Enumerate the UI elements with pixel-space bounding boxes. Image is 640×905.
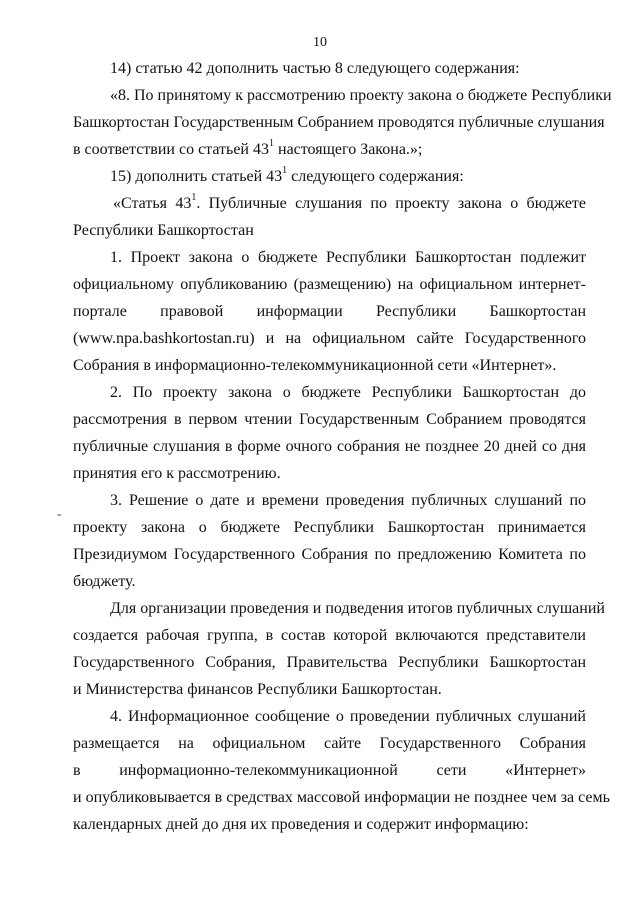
superscript: 1 — [282, 164, 288, 176]
text-line: 15) дополнить статьей $43^1$ следующего содержания: — [110, 164, 464, 185]
text-line: Башкортостан Государственным Собранием проводятся публичные слушания — [73, 114, 605, 131]
text-line: официальному опубликованию (размещению) на официальном интернет- — [73, 276, 586, 293]
text-line: 2. По проекту закона о бюджете Республики Башкортостан до — [110, 384, 586, 401]
text-line: проекту закона о бюджете Республики Башкортостан принимается — [73, 519, 586, 536]
superscript: 1 — [191, 191, 197, 203]
text-line: бюджету. — [73, 573, 136, 590]
text-line: 14) статью 42 дополнить частью 8 следующего содержания: — [110, 60, 520, 77]
text-line: Президиумом Государственного Собрания по предложению Комитета по — [73, 546, 586, 563]
text-line: 4. Информационное сообщение о проведении публичных слушаний — [110, 708, 586, 725]
text-line: создается рабочая группа, в состав которой включаются представители — [73, 627, 586, 644]
text-line: календарных дней до дня их проведения и содержит информацию: — [73, 816, 529, 833]
text-line: 1. Проект закона о бюджете Республики Башкортостан подлежит — [110, 249, 586, 266]
text-line: (www.npa.bashkortostan.ru) и на официальном сайте Государственного — [73, 330, 586, 347]
margin-mark: - — [57, 506, 62, 521]
text-line: Собрания в информационно-телекоммуникационной сети «Интернет». — [73, 357, 557, 374]
text-line: и Министерства финансов Республики Башкортостан. — [73, 681, 442, 698]
article-heading: «Статья $43^1$. Публичные слушания по проекту закона о бюджете — [113, 191, 587, 212]
text-line: публичные слушания в форме очного собрания не позднее 20 дней со дня — [73, 438, 586, 455]
text-line: размещается на официальном сайте Государственного Собрания — [73, 735, 586, 752]
page-number: 10 — [313, 35, 327, 50]
text-line: рассмотрения в первом чтении Государственным Собранием проводятся — [73, 411, 586, 428]
text-line: принятия его к рассмотрению. — [73, 465, 281, 482]
text-line: Для организации проведения и подведения итогов публичных слушаний — [110, 600, 605, 617]
text-line: в информационно-телекоммуникационной сети «Интернет» — [73, 762, 586, 779]
text-line: в соответствии со статьей $43^1$ настоящего Закона.»; — [73, 137, 423, 158]
article-heading: Республики Башкортостан — [73, 222, 254, 239]
text-line: портале правовой информации Республики Башкортостан — [73, 303, 586, 320]
text-line: и опубликовывается в средствах массовой информации не позднее чем за семь — [73, 789, 610, 806]
text-line: 3. Решение о дате и времени проведения публичных слушаний по — [110, 492, 586, 509]
text-line: «8. По принятому к рассмотрению проекту закона о бюджете Республики — [110, 87, 612, 104]
text-line: Государственного Собрания, Правительства Республики Башкортостан — [73, 654, 586, 671]
superscript: 1 — [269, 137, 274, 149]
